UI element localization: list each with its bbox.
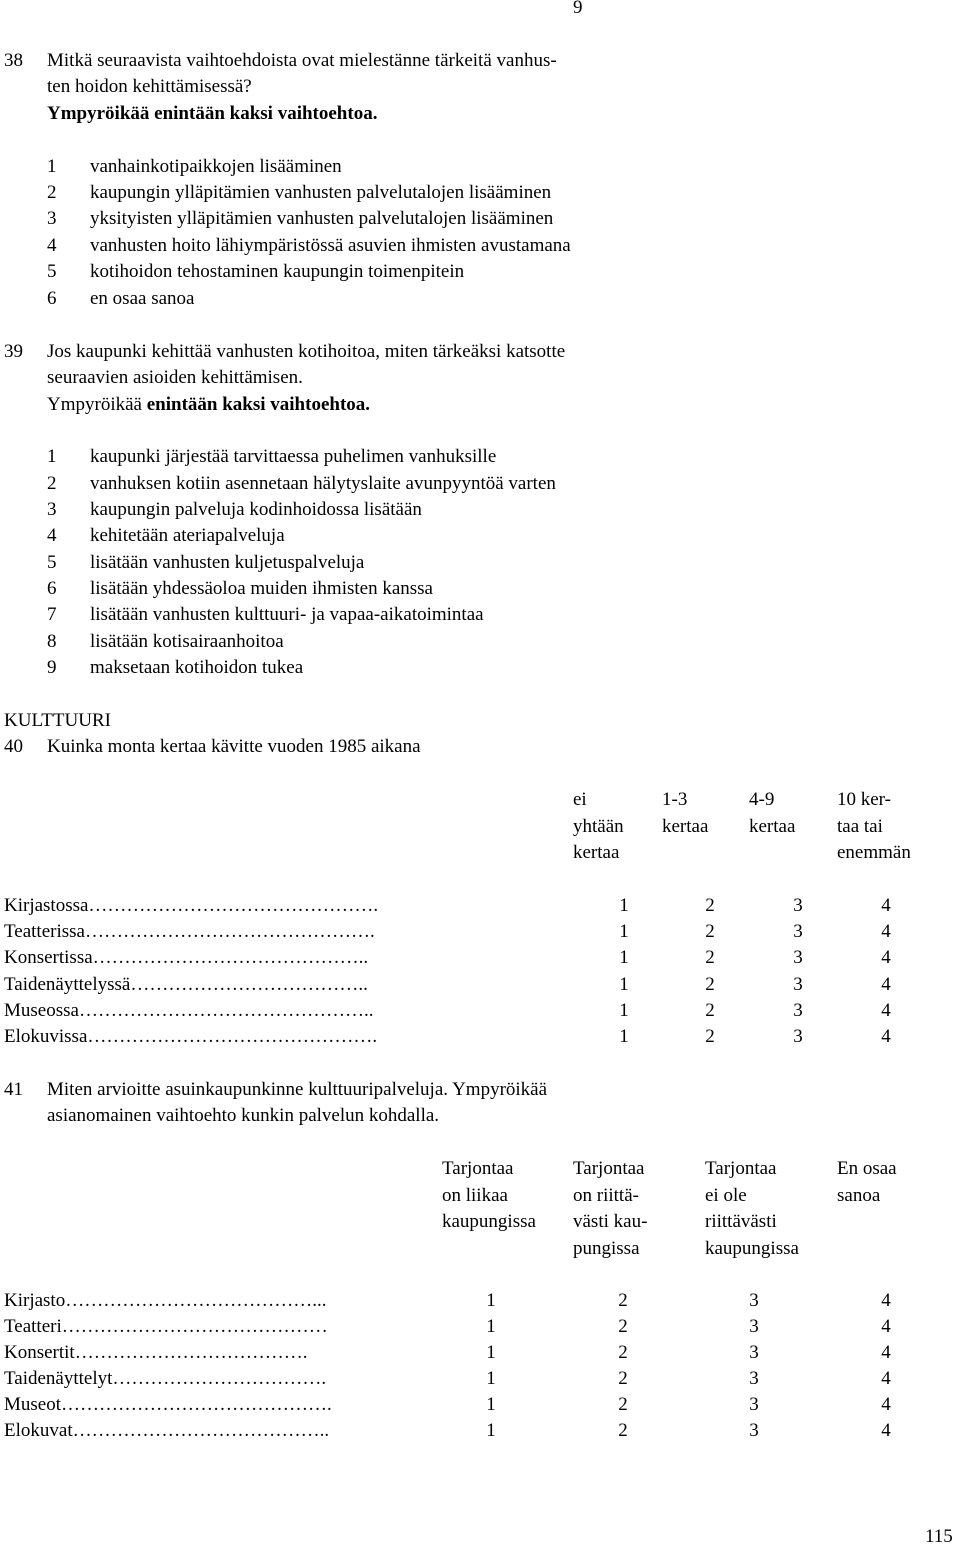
column-header-line: taa tai bbox=[837, 815, 883, 837]
option-text: lisätään vanhusten kuljetuspalveluja bbox=[90, 552, 365, 573]
option-number: 3 bbox=[47, 208, 57, 229]
option-number: 2 bbox=[47, 182, 57, 203]
question-number: 39 bbox=[4, 341, 23, 362]
response-option[interactable]: 3 bbox=[749, 1290, 759, 1311]
column-header-line: kaupungissa bbox=[442, 1211, 536, 1232]
column-header-line: on liikaa bbox=[442, 1184, 508, 1206]
option-number: 6 bbox=[47, 578, 57, 599]
column-header-line: ei ole bbox=[705, 1184, 747, 1206]
column-header bbox=[837, 787, 911, 867]
option-text: kaupungin ylläpitämien vanhusten palvelutalojen lisääminen bbox=[90, 182, 552, 203]
column-header-line: 1-3 bbox=[662, 789, 688, 810]
question-number: 41 bbox=[4, 1079, 23, 1100]
response-option[interactable]: 3 bbox=[793, 895, 803, 916]
option-text: maksetaan kotihoidon tukea bbox=[90, 657, 304, 678]
column-header-line: kertaa bbox=[573, 842, 620, 863]
option-number: 8 bbox=[47, 631, 57, 652]
option-number: 9 bbox=[47, 657, 57, 678]
instruction-plain: Ympyröikää bbox=[47, 394, 147, 415]
response-option[interactable]: 4 bbox=[881, 1420, 891, 1441]
response-option[interactable]: 2 bbox=[705, 1026, 715, 1047]
option-text: yksityisten ylläpitämien vanhusten palvelutalojen lisääminen bbox=[90, 208, 554, 229]
response-option[interactable]: 1 bbox=[619, 1000, 629, 1021]
column-header-line: pungissa bbox=[573, 1237, 640, 1259]
column-header bbox=[705, 1156, 799, 1262]
page-number-bottom: 115 bbox=[925, 1526, 953, 1547]
column-header-line: Tarjontaa bbox=[573, 1158, 645, 1179]
column-header-line: kertaa bbox=[749, 815, 796, 837]
option-text: kaupungin palveluja kodinhoidossa lisätään bbox=[90, 499, 422, 520]
response-option[interactable]: 2 bbox=[618, 1368, 628, 1389]
option-text: en osaa sanoa bbox=[90, 288, 195, 309]
question-text-line-2: asianomainen vaihtoehto kunkin palvelun kohdalla. bbox=[47, 1105, 440, 1126]
option-number: 5 bbox=[47, 261, 57, 282]
response-option[interactable]: 1 bbox=[486, 1290, 496, 1311]
column-header-line: En osaa bbox=[837, 1158, 897, 1179]
option-text: lisätään vanhusten kulttuuri- ja vapaa-aikatoimintaa bbox=[90, 604, 484, 625]
response-option[interactable]: 4 bbox=[881, 921, 891, 942]
instruction-bold: enintään kaksi vaihtoehtoa. bbox=[146, 394, 371, 415]
row-label: Konsertissa…………………………………….. bbox=[4, 947, 369, 968]
response-option[interactable]: 2 bbox=[705, 921, 715, 942]
option-text: kotihoidon tehostaminen kaupungin toimenpitein bbox=[90, 261, 465, 282]
row-label: Taidenäyttelyssä……………………………….. bbox=[4, 974, 368, 995]
option-number: 7 bbox=[47, 604, 57, 625]
column-header-line: västi kau- bbox=[573, 1211, 648, 1232]
response-option[interactable]: 2 bbox=[705, 895, 715, 916]
response-option[interactable]: 4 bbox=[881, 1368, 891, 1389]
row-label: Elokuvat………………………………….. bbox=[4, 1420, 330, 1441]
response-option[interactable]: 4 bbox=[881, 1026, 891, 1047]
response-option[interactable]: 3 bbox=[793, 974, 803, 995]
option-text: lisätään yhdessäoloa muiden ihmisten kanssa bbox=[90, 578, 433, 599]
question-number: 40 bbox=[4, 736, 23, 757]
response-option[interactable]: 3 bbox=[793, 921, 803, 942]
response-option[interactable]: 3 bbox=[793, 947, 803, 968]
response-option[interactable]: 1 bbox=[619, 1026, 629, 1047]
column-header-line: Tarjontaa bbox=[442, 1158, 514, 1179]
column-header-line: 4-9 bbox=[749, 789, 775, 810]
row-label: Museot……………………………………. bbox=[4, 1394, 332, 1415]
response-option[interactable]: 4 bbox=[881, 1342, 891, 1363]
response-option[interactable]: 1 bbox=[619, 895, 629, 916]
column-header-line: enemmän bbox=[837, 842, 911, 863]
response-option[interactable]: 1 bbox=[486, 1368, 496, 1389]
response-option[interactable]: 1 bbox=[486, 1420, 496, 1441]
option-number: 4 bbox=[47, 525, 57, 546]
row-label: Konsertit………………………………. bbox=[4, 1342, 308, 1363]
option-number: 4 bbox=[47, 235, 57, 256]
response-option[interactable]: 1 bbox=[619, 974, 629, 995]
option-number: 3 bbox=[47, 499, 57, 520]
question-text-line-1: Mitkä seuraavista vaihtoehdoista ovat mielestänne tärkeitä vanhus- bbox=[47, 50, 557, 71]
row-label: Teatterissa………………………………………. bbox=[4, 921, 375, 942]
option-text: kaupunki järjestää tarvittaessa puhelimen vanhuksille bbox=[90, 446, 497, 467]
column-header-line: kertaa bbox=[662, 815, 709, 837]
response-option[interactable]: 4 bbox=[881, 1316, 891, 1337]
option-number: 1 bbox=[47, 156, 57, 177]
response-option[interactable]: 4 bbox=[881, 1290, 891, 1311]
column-header-line: kaupungissa bbox=[705, 1237, 799, 1259]
response-option[interactable]: 3 bbox=[749, 1316, 759, 1337]
question-text-line-1: Miten arvioitte asuinkaupunkinne kulttuuripalveluja. Ympyröikää bbox=[47, 1079, 548, 1100]
option-text: lisätään kotisairaanhoitoa bbox=[90, 631, 284, 652]
row-label: Teatteri…………………………………… bbox=[4, 1316, 328, 1337]
response-option[interactable]: 3 bbox=[749, 1420, 759, 1441]
column-header bbox=[749, 787, 795, 840]
response-option[interactable]: 3 bbox=[793, 1026, 803, 1047]
option-number: 1 bbox=[47, 446, 57, 467]
response-option[interactable]: 1 bbox=[486, 1316, 496, 1337]
row-label: Museossa……………………………………….. bbox=[4, 1000, 374, 1021]
question-instruction bbox=[47, 392, 370, 418]
response-option[interactable]: 3 bbox=[749, 1342, 759, 1363]
column-header-line: riittävästi bbox=[705, 1211, 777, 1232]
question-text-line-2: seuraavien asioiden kehittämisen. bbox=[47, 367, 303, 388]
response-option[interactable]: 2 bbox=[705, 947, 715, 968]
column-header-line: 10 ker- bbox=[837, 789, 891, 810]
question-text-line-1: Jos kaupunki kehittää vanhusten kotihoitoa, miten tärkeäksi katsotte bbox=[47, 341, 566, 362]
option-text: vanhusten hoito lähiympäristössä asuvien ihmisten avustamana bbox=[90, 235, 571, 256]
option-text: vanhainkotipaikkojen lisääminen bbox=[90, 156, 342, 177]
column-header bbox=[573, 787, 624, 867]
column-header bbox=[573, 1156, 647, 1262]
question-number: 38 bbox=[4, 50, 23, 71]
column-header bbox=[837, 1156, 897, 1209]
option-number: 6 bbox=[47, 288, 57, 309]
response-option[interactable]: 1 bbox=[619, 947, 629, 968]
response-option[interactable]: 2 bbox=[618, 1290, 628, 1311]
response-option[interactable]: 2 bbox=[705, 1000, 715, 1021]
response-option[interactable]: 2 bbox=[705, 974, 715, 995]
response-option[interactable]: 3 bbox=[793, 1000, 803, 1021]
column-header bbox=[662, 787, 708, 840]
option-number: 2 bbox=[47, 473, 57, 494]
row-label: Taidenäyttelyt……………………………. bbox=[4, 1368, 327, 1389]
response-option[interactable]: 4 bbox=[881, 1394, 891, 1415]
column-header-line: sanoa bbox=[837, 1184, 881, 1206]
response-option[interactable]: 1 bbox=[486, 1342, 496, 1363]
column-header-line: yhtään bbox=[573, 815, 624, 837]
response-option[interactable]: 1 bbox=[486, 1394, 496, 1415]
response-option[interactable]: 2 bbox=[618, 1316, 628, 1337]
response-option[interactable]: 3 bbox=[749, 1394, 759, 1415]
response-option[interactable]: 4 bbox=[881, 974, 891, 995]
column-header-line: ei bbox=[573, 789, 587, 810]
response-option[interactable]: 2 bbox=[618, 1420, 628, 1441]
response-option[interactable]: 4 bbox=[881, 947, 891, 968]
response-option[interactable]: 3 bbox=[749, 1368, 759, 1389]
row-label: Elokuvissa………………………………………. bbox=[4, 1026, 378, 1047]
question-text: Kuinka monta kertaa kävitte vuoden 1985 aikana bbox=[47, 736, 421, 757]
section-heading: KULTTUURI bbox=[4, 710, 111, 731]
question-instruction: Ympyröikää enintään kaksi vaihtoehtoa. bbox=[47, 103, 378, 124]
option-text: kehitetään ateriapalveluja bbox=[90, 525, 285, 546]
response-option[interactable]: 4 bbox=[881, 895, 891, 916]
column-header-line: Tarjontaa bbox=[705, 1158, 777, 1179]
response-option[interactable]: 2 bbox=[618, 1342, 628, 1363]
option-number: 5 bbox=[47, 552, 57, 573]
option-text: vanhuksen kotiin asennetaan hälytyslaite avunpyyntöä varten bbox=[90, 473, 556, 494]
response-option[interactable]: 4 bbox=[881, 1000, 891, 1021]
page-number-top: 9 bbox=[573, 0, 583, 18]
response-option[interactable]: 2 bbox=[618, 1394, 628, 1415]
column-header-line: on riittä- bbox=[573, 1184, 639, 1206]
question-text-line-2: ten hoidon kehittämisessä? bbox=[47, 76, 252, 97]
row-label: Kirjasto…………………………………... bbox=[4, 1290, 327, 1311]
column-header bbox=[442, 1156, 536, 1236]
response-option[interactable]: 1 bbox=[619, 921, 629, 942]
row-label: Kirjastossa………………………………………. bbox=[4, 895, 379, 916]
